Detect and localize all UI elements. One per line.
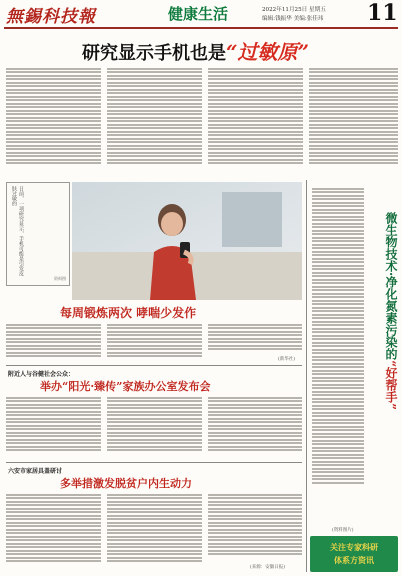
story2-body-col2 (107, 322, 202, 362)
news2-body-col1 (6, 492, 101, 570)
news2-body-col3 (208, 492, 302, 564)
news2-headline: 多举措激发脱贫户内生动力 (60, 477, 192, 490)
divider (6, 365, 302, 366)
divider (6, 462, 302, 463)
sidebar-headline-part2: “好帮手” (384, 360, 398, 410)
lead-headline (82, 36, 382, 65)
lead-caption-box (6, 182, 70, 286)
news2-source: (来源：安徽日报) (250, 565, 286, 570)
lead-headline-quote: “过敏原” (226, 40, 310, 64)
editor-line: 编辑:钱振华 美编:张佳玮 (262, 16, 324, 22)
lead-body-col3 (208, 66, 303, 176)
sidebar-border (306, 180, 307, 572)
photo-credit: 资料图 (54, 276, 66, 281)
sidebar-body-left (312, 186, 364, 526)
story2-headline: 每周锻炼两次 哮喘少发作 (60, 306, 197, 320)
lead-headline-text: 研究显示手机也是 (82, 43, 226, 64)
lead-body-col2 (107, 66, 202, 176)
sidebar-headline-part1: 微生物技术·净化氮素污染的 (384, 212, 398, 361)
news1-kicker: 附近人与谷健社会公众： (8, 371, 75, 378)
sidebar-headline (368, 212, 398, 410)
news1-body-col2 (107, 395, 202, 459)
news2-kicker: 六安市家居具盖研讨 (8, 468, 63, 475)
masthead (0, 0, 402, 26)
story2-source: (新华社) (278, 357, 296, 362)
sidebar-source: (资料图片) (332, 528, 354, 533)
news1-headline: 举办“阳光·臻传”家族办公室发布会 (40, 380, 211, 393)
child-with-phone-photo (72, 182, 302, 300)
caption-line: 日前，一项研究显示，手机可能是引发皮肤过敏的 (11, 186, 24, 276)
ad-line-2: 体系方资讯 (334, 555, 374, 565)
date-line: 2022年11月25日 星期五 (262, 7, 326, 13)
news1-body-col3 (208, 395, 302, 459)
story2-body-col1 (6, 322, 101, 362)
ad-line-1: 关注专家科研 (330, 542, 378, 552)
news1-body-col1 (6, 395, 101, 459)
lead-body-col4 (309, 66, 398, 176)
lead-photo (72, 182, 302, 300)
ad-box (310, 536, 398, 572)
section-title: 健康生活 (168, 5, 229, 23)
page-number: 11 (367, 0, 398, 26)
masthead-rule (4, 27, 398, 29)
news2-body-col2 (107, 492, 202, 570)
lead-body-col1 (6, 66, 101, 176)
newspaper-logo: 無錫科技報 (6, 7, 96, 27)
